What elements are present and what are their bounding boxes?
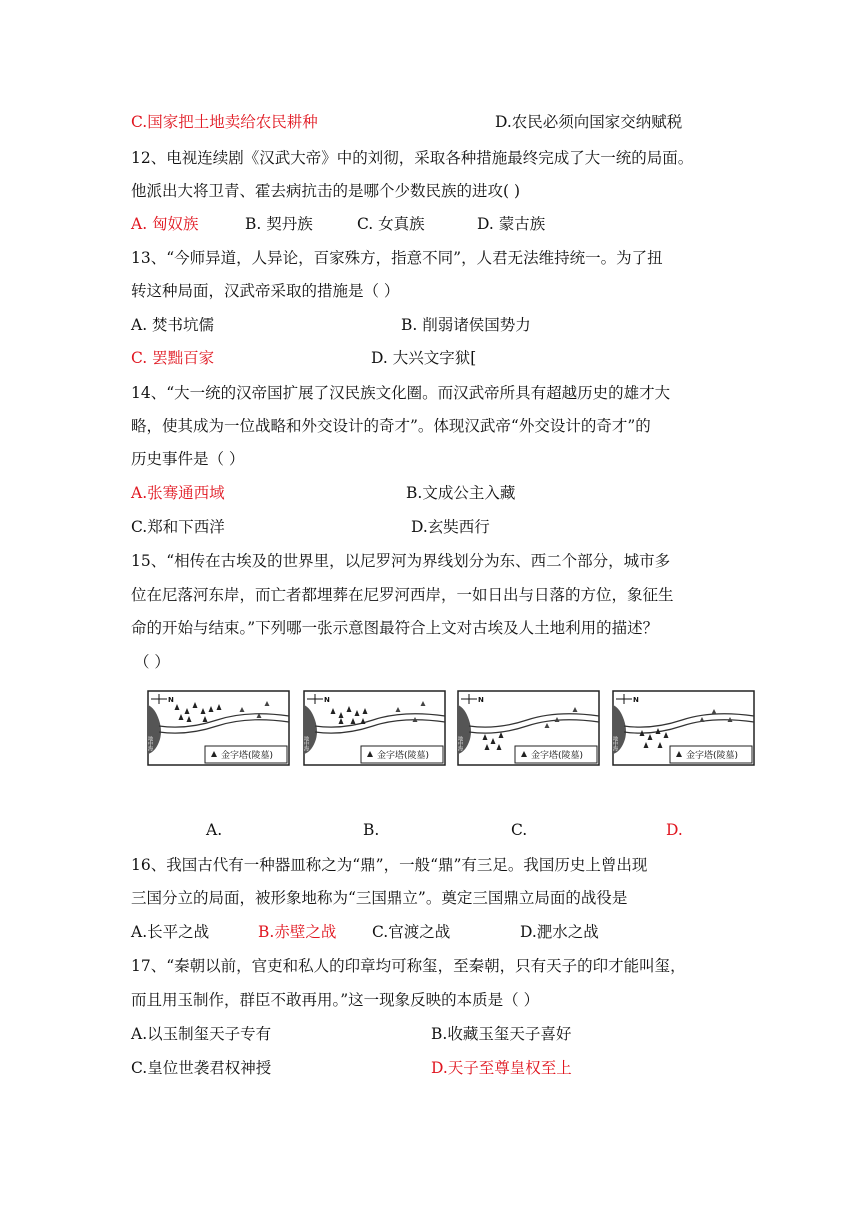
q11-option-c: C.国家把土地卖给农民耕种 <box>131 113 318 131</box>
map-sea-label: 地中海 <box>147 736 153 751</box>
q16-option-d: D.淝水之战 <box>520 923 599 941</box>
map-legend-label: 金字塔(陵墓) <box>377 751 430 761</box>
map-legend-label: 金字塔(陵墓) <box>221 751 274 761</box>
q12-option-d: D. 蒙古族 <box>477 215 546 233</box>
q11-option-d: D.农民必须向国家交纳赋税 <box>495 113 683 131</box>
q14-stem-1: 14、“大一统的汉帝国扩展了汉民族文化圈。而汉武帝所具有超越历史的雄才大 <box>131 384 671 402</box>
map-north-label: N <box>633 696 639 704</box>
q16-option-a: A.长平之战 <box>131 923 210 941</box>
map-north-label: N <box>168 696 174 704</box>
q13-option-d: D. 大兴文字狱[ <box>371 349 477 367</box>
q17-stem-1: 17、“秦朝以前，官吏和私人的印章均可称玺，至秦朝，只有天子的印才能叫玺， <box>131 957 686 975</box>
q15-label-b: B. <box>363 821 380 839</box>
q15-stem-4: （ ） <box>134 653 170 671</box>
q15-stem-3: 命的开始与结束。”下列哪一张示意图最符合上文对古埃及人土地利用的描述？ <box>131 619 659 637</box>
q13-option-b: B. 削弱诸侯国势力 <box>401 316 531 334</box>
q16-option-c: C.官渡之战 <box>372 923 451 941</box>
q14-option-b: B.文成公主入藏 <box>406 484 516 502</box>
q13-option-a: A. 焚书坑儒 <box>131 316 215 334</box>
q14-option-a: A.张骞通西域 <box>131 484 225 502</box>
q15-label-c: C. <box>511 821 528 839</box>
q15-stem-2: 位在尼落河东岸，而亡者都埋葬在尼罗河西岸，一如日出与日落的方位，象征生 <box>131 586 674 604</box>
q12-option-a: A. 匈奴族 <box>131 215 199 233</box>
q15-label-d: D. <box>666 821 683 839</box>
q15-stem-1: 15、“相传在古埃及的世界里，以尼罗河为界线划分为东、西二个部分，城市多 <box>131 552 671 570</box>
q17-option-d: D.天子至尊皇权至上 <box>431 1059 572 1077</box>
q14-stem-2: 略，使其成为一位战略和外交设计的奇才”。体现汉武帝“外交设计的奇才”的 <box>131 417 651 435</box>
q16-stem-2: 三国分立的局面，被形象地称为“三国鼎立”。奠定三国鼎立局面的战役是 <box>131 889 628 907</box>
q16-option-b: B.赤壁之战 <box>258 923 337 941</box>
q12-option-c: C. 女真族 <box>357 215 425 233</box>
q13-stem-1: 13、“今师异道，人异论，百家殊方，指意不同”，人君无法维持统一。为了扭 <box>131 249 663 267</box>
q16-stem-1: 16、我国古代有一种器皿称之为“鼎”，一般“鼎”有三足。我国历史上曾出现 <box>131 856 648 874</box>
q14-stem-3: 历史事件是（ ） <box>131 450 245 468</box>
map-north-label: N <box>324 696 330 704</box>
q12-stem-1: 12、电视连续剧《汉武大帝》中的刘彻，采取各种措施最终完成了大一统的局面。 <box>131 149 694 167</box>
map-option-d <box>612 690 755 766</box>
q14-option-d: D.玄奘西行 <box>411 518 490 536</box>
q13-option-c: C. 罢黜百家 <box>131 349 215 367</box>
q17-option-b: B.收藏玉玺天子喜好 <box>431 1025 572 1043</box>
q14-option-c: C.郑和下西洋 <box>131 518 225 536</box>
map-option-b <box>303 690 446 766</box>
map-sea-label: 地中海 <box>612 736 618 751</box>
map-option-a <box>147 690 290 766</box>
map-north-label: N <box>478 696 484 704</box>
q17-stem-2: 而且用玉制作，群臣不敢再用。”这一现象反映的本质是（ ） <box>131 991 540 1009</box>
map-sea-label: 地中海 <box>303 736 309 751</box>
q17-option-a: A.以玉制玺天子专有 <box>131 1025 272 1043</box>
map-sea-label: 地中海 <box>457 736 463 751</box>
map-legend-label: 金字塔(陵墓) <box>686 751 739 761</box>
map-option-c <box>457 690 600 766</box>
q17-option-c: C.皇位世袭君权神授 <box>131 1059 272 1077</box>
q15-label-a: A. <box>206 821 223 839</box>
q13-stem-2: 转这种局面，汉武帝采取的措施是（ ） <box>131 282 400 300</box>
map-legend-label: 金字塔(陵墓) <box>531 751 584 761</box>
q12-option-b: B. 契丹族 <box>245 215 313 233</box>
q12-stem-2: 他派出大将卫青、霍去病抗击的是哪个少数民族的进攻( ) <box>131 182 521 200</box>
